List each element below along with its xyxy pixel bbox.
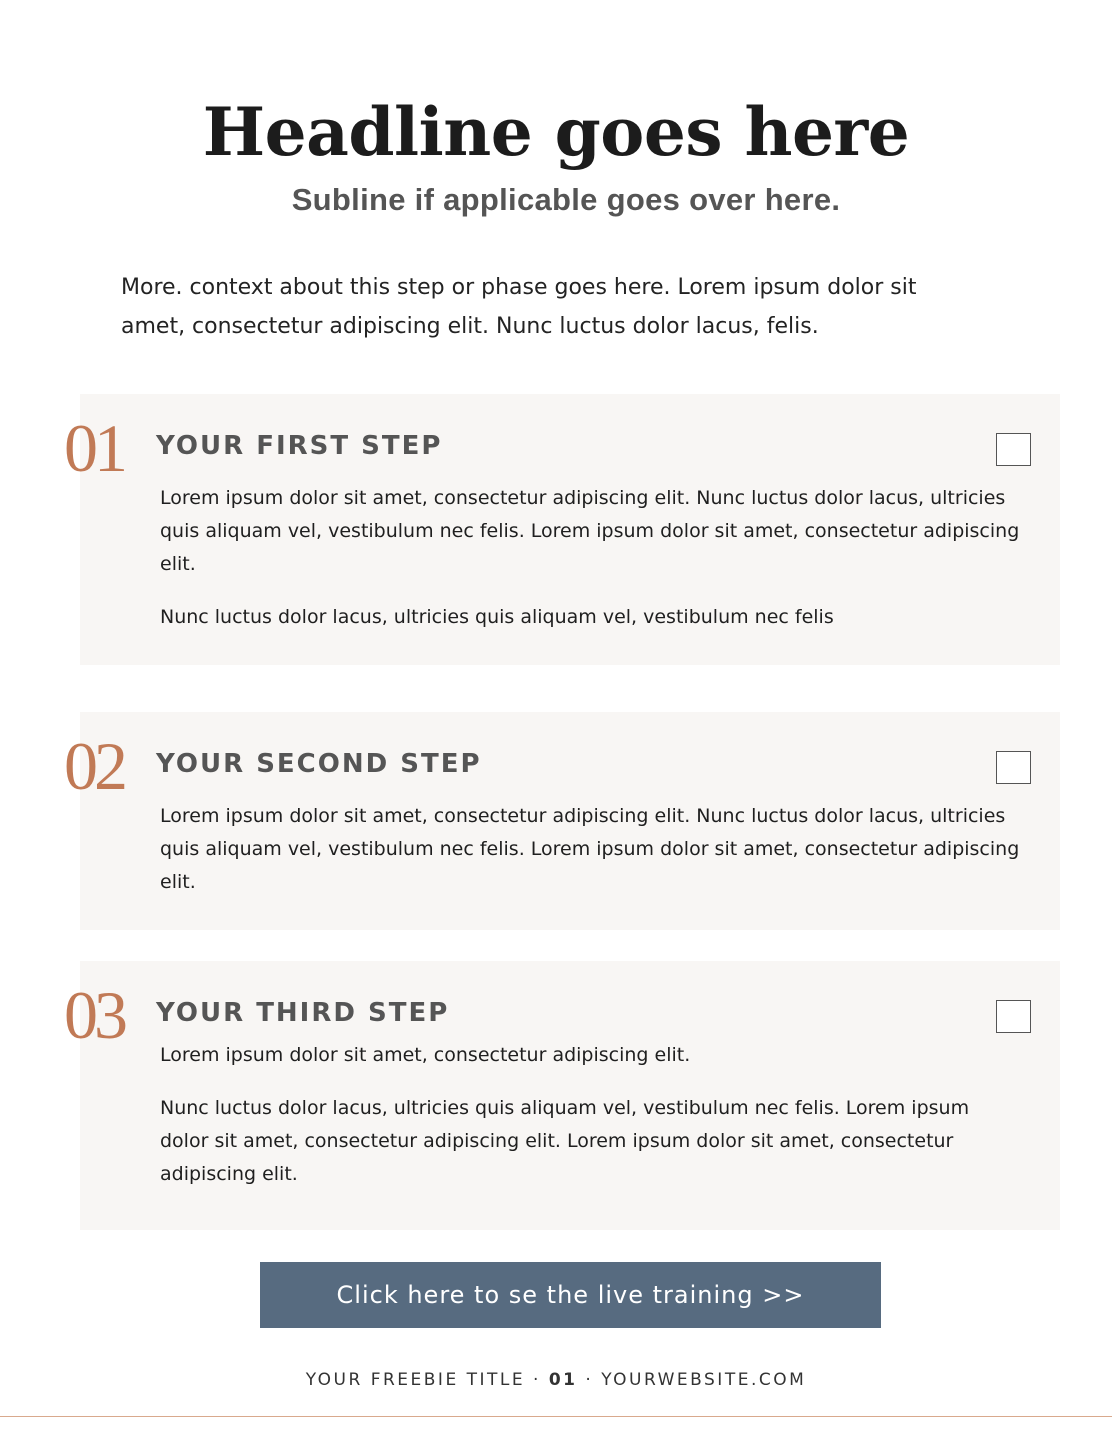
step-card-1 [64,394,1060,665]
footer-separator: · [585,1370,594,1390]
context-line-1: More. context about this step or phase goes here. Lorem ipsum dolor sit [121,275,917,300]
page-subline: Subline if applicable goes over here. [291,182,841,217]
page-footer [0,1370,1112,1390]
context-line-2: amet, consectetur adipiscing elit. Nunc luctus dolor lacus, felis. [121,314,819,339]
step-3-checkbox[interactable] [996,1000,1031,1033]
page-headline: Headline goes here [202,93,910,171]
live-training-button[interactable]: Click here to se the live training >> [260,1262,881,1328]
step-title: YOUR THIRD STEP [156,998,450,1028]
step-paragraph: Lorem ipsum dolor sit amet, consectetur adipiscing elit. [160,1044,691,1066]
step-paragraph: Lorem ipsum dolor sit amet, consectetur adipiscing elit. Nunc luctus dolor lacus, ultricies quis aliquam vel, vestibulum nec felis. Lorem ipsum dolor sit amet, consectetur adipiscing elit. [160,487,1020,575]
step-card-2 [64,712,1060,930]
context-paragraph [121,268,981,346]
step-body [160,800,1020,919]
step-number: 03 [64,977,124,1053]
step-body [160,482,1020,654]
step-paragraph: Nunc luctus dolor lacus, ultricies quis aliquam vel, vestibulum nec felis [160,606,834,628]
step-paragraph: Lorem ipsum dolor sit amet, consectetur adipiscing elit. Nunc luctus dolor lacus, ultricies quis aliquam vel, vestibulum nec felis. Lorem ipsum dolor sit amet, consectetur adipiscing elit. [160,805,1020,893]
footer-website: YOURWEBSITE.COM [601,1370,807,1390]
step-number: 01 [64,410,124,486]
step-title: YOUR SECOND STEP [156,749,482,779]
step-paragraph: Nunc luctus dolor lacus, ultricies quis aliquam vel, vestibulum nec felis. Lorem ipsum dolor sit amet, consectetur adipiscing elit. Lorem ipsum dolor sit amet, consectetur adipiscing elit. [160,1097,970,1185]
footer-page-number: 01 [548,1370,578,1390]
step-title: YOUR FIRST STEP [156,431,443,461]
footer-separator: · [533,1370,541,1390]
step-number: 02 [64,728,124,804]
footer-divider [0,1416,1112,1417]
step-2-checkbox[interactable] [996,751,1031,784]
step-1-checkbox[interactable] [996,433,1031,466]
footer-title: YOUR FREEBIE TITLE [305,1370,526,1390]
step-body [160,1039,1020,1211]
step-card-3 [64,961,1060,1230]
